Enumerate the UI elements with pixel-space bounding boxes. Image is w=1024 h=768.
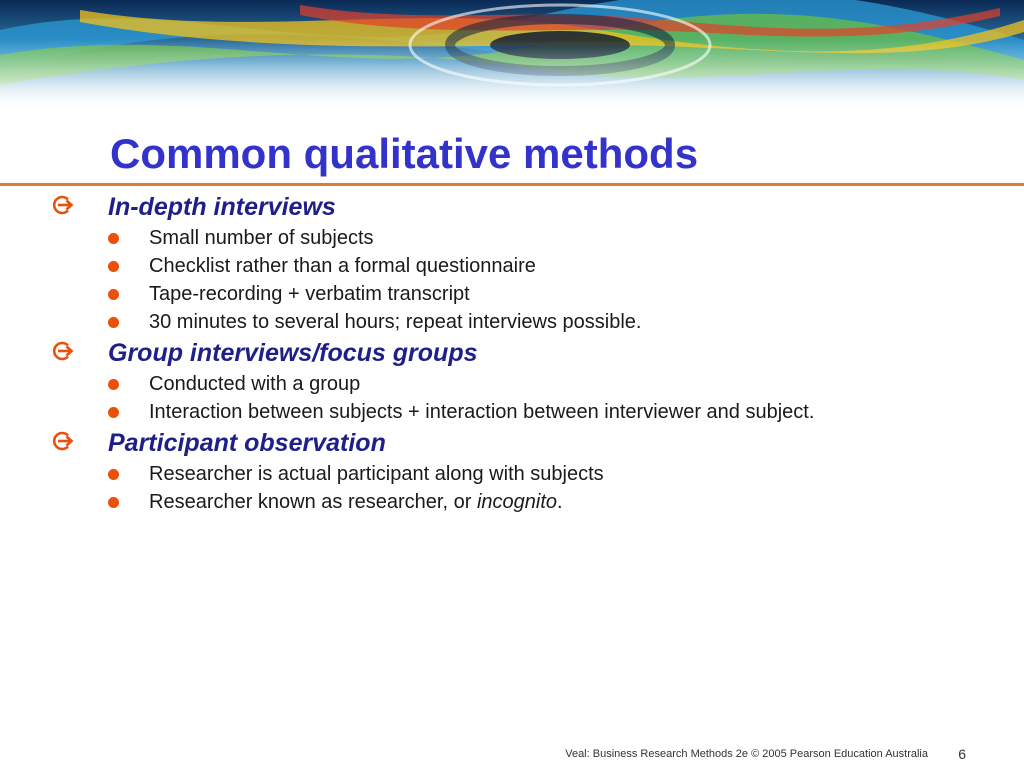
slide-title: Common qualitative methods <box>110 130 699 177</box>
list-item-text-prefix: Researcher known as researcher, or <box>149 491 477 513</box>
list-item-text: Small number of subjects <box>149 227 374 249</box>
list-item-text: Researcher is actual participant along with subjects <box>149 463 604 485</box>
bullet-list <box>0 190 1024 516</box>
page-number: 6 <box>958 746 966 762</box>
section-heading-text: Participant observation <box>108 429 386 457</box>
slide-footer <box>0 746 1024 764</box>
right-arrow-circle-icon <box>52 194 74 216</box>
bullet-dot-icon <box>108 407 119 418</box>
list-item <box>0 398 1024 426</box>
list-item-text: Conducted with a group <box>149 373 361 395</box>
section-heading-group-interviews <box>0 336 1024 370</box>
section-heading-text: In-depth interviews <box>108 193 336 221</box>
section-heading-text: Group interviews/focus groups <box>108 339 478 367</box>
list-item <box>0 280 1024 308</box>
list-item-text: Checklist rather than a formal questionnaire <box>149 255 536 277</box>
list-item <box>0 252 1024 280</box>
bullet-dot-icon <box>108 497 119 508</box>
list-item <box>0 460 1024 488</box>
bullet-dot-icon <box>108 317 119 328</box>
bullet-dot-icon <box>108 261 119 272</box>
title-divider <box>0 183 1024 186</box>
list-item-text: Interaction between subjects + interaction between interviewer and subject. <box>149 401 815 423</box>
bullet-dot-icon <box>108 379 119 390</box>
list-item-text: 30 minutes to several hours; repeat interviews possible. <box>149 311 642 333</box>
bullet-dot-icon <box>108 469 119 480</box>
list-item-text-suffix: . <box>557 491 563 513</box>
bullet-dot-icon <box>108 289 119 300</box>
header-banner-image <box>0 0 1024 112</box>
list-item-text: Tape-recording + verbatim transcript <box>149 283 470 305</box>
emphasis-text: incognito <box>476 491 557 513</box>
section-heading-participant-observation <box>0 426 1024 460</box>
list-item <box>0 224 1024 252</box>
right-arrow-circle-icon <box>52 340 74 362</box>
list-item-text <box>149 488 563 516</box>
right-arrow-circle-icon <box>52 430 74 452</box>
footer-credit: Veal: Business Research Methods 2e © 2005 Pearson Education Australia <box>565 748 928 760</box>
list-item <box>0 488 1024 516</box>
list-item <box>0 308 1024 336</box>
list-item <box>0 370 1024 398</box>
section-heading-in-depth-interviews <box>0 190 1024 224</box>
bullet-dot-icon <box>108 233 119 244</box>
